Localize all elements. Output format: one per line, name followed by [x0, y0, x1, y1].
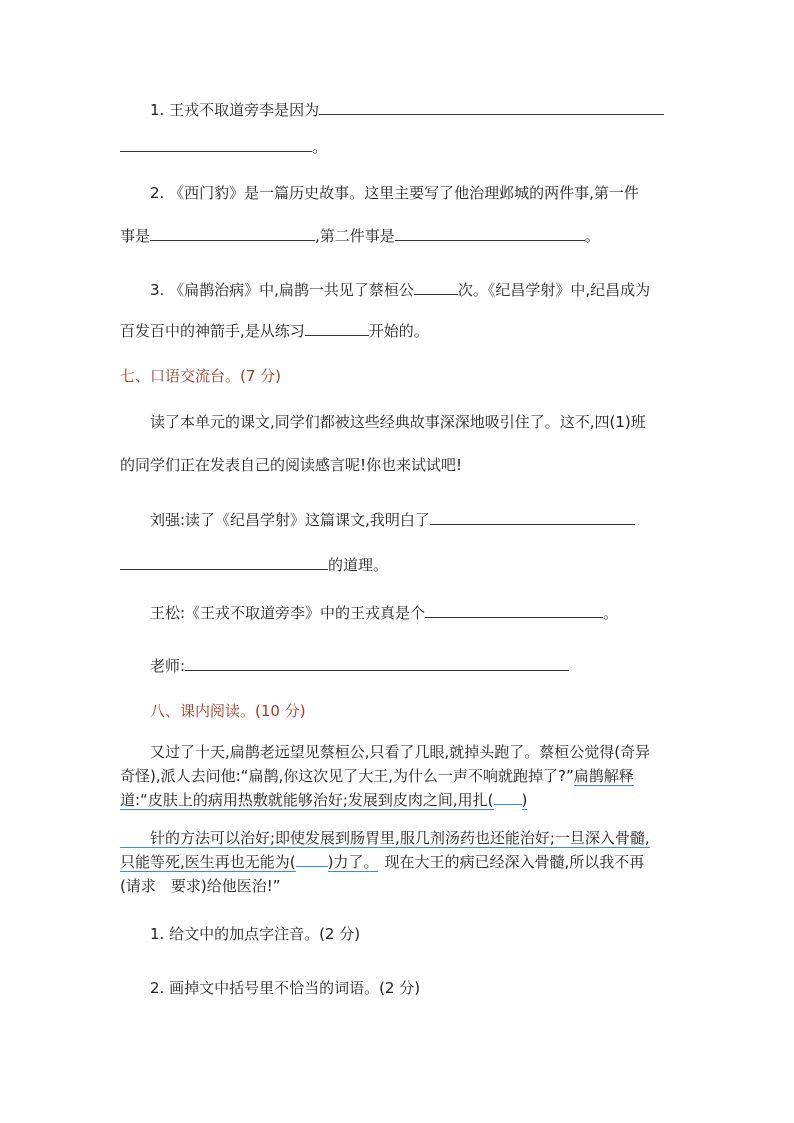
answer-blank[interactable] [414, 280, 458, 295]
section-7-heading: 七、口语交流台。(7 分) [120, 367, 282, 385]
section-8-question-2: 2. 画掉文中括号里不恰当的词语。(2 分) [150, 979, 421, 997]
question-2-mid: ,第二件事是 [315, 227, 395, 245]
section-8-heading: 八、课内阅读。(10 分) [150, 702, 306, 720]
question-2-line1: 2. 《西门豹》是一篇历史故事。这里主要写了他治理邺城的两件事,第一件 [150, 184, 639, 202]
answer-blank[interactable] [430, 510, 635, 525]
answer-blank[interactable] [185, 656, 569, 671]
underlined-text: ) [521, 791, 528, 809]
answer-blank[interactable] [305, 321, 369, 336]
liu-qiang-continued [120, 555, 388, 575]
reading-passage-2 [120, 826, 676, 898]
answer-blank[interactable] [395, 226, 585, 241]
question-2-start: 事是 [120, 227, 151, 245]
question-3-line2 [120, 321, 429, 341]
passage-line: 现在大王的病已经深入骨髓,所以我不再 [384, 853, 645, 871]
question-3-text-b: 次。《纪昌学射》中,纪昌成为 [457, 281, 651, 299]
wang-song-end: 。 [603, 604, 619, 622]
liu-qiang-text: 刘强:读了《纪昌学射》这篇课文,我明白了 [150, 511, 430, 529]
section-8-question-1: 1. 给文中的加点字注音。(2 分) [150, 925, 361, 943]
passage-line: 又过了十天,扁鹊老远望见蔡桓公,只看了几眼,就掉头跑了。蔡桓公觉得(奇异 [150, 743, 651, 761]
question-1-continued [120, 137, 327, 157]
underlined-text: 道:“皮肤上的病用热敷就能够治好;发展到皮肉之间,用扎( [120, 791, 494, 809]
underlined-text: 只能等死,医生再也无能为( [120, 853, 296, 871]
underlined-text: 针的方法可以治好;即使发展到肠胃里,服几剂汤药也还能治好;一旦深入骨髓, [120, 829, 650, 848]
paren-blank[interactable] [296, 866, 328, 867]
question-3-text-c: 百发百中的神箭手,是从练习 [120, 322, 305, 340]
question-1-text: 1. 王戎不取道旁李是因为 [150, 101, 320, 119]
answer-blank[interactable] [150, 226, 315, 241]
wang-song-statement [150, 603, 618, 623]
question-2-end: 。 [584, 227, 600, 245]
wang-song-text: 王松:《王戎不取道旁李》中的王戎真是个 [150, 604, 426, 622]
question-3-line1 [150, 280, 650, 300]
answer-blank[interactable] [319, 100, 664, 115]
underlined-text: 扁鹊解释 [573, 767, 634, 785]
section-7-intro-line2: 的同学们正在发表自己的阅读感言呢!你也来试试吧! [120, 456, 463, 474]
answer-blank[interactable] [425, 603, 603, 618]
paren-blank[interactable] [494, 804, 522, 805]
answer-blank[interactable] [120, 555, 328, 570]
question-3-text-d: 开始的。 [368, 322, 429, 340]
liu-qiang-end: 的道理。 [328, 556, 389, 574]
question-1 [150, 100, 664, 120]
teacher-label: 老师: [150, 657, 186, 675]
answer-blank[interactable] [120, 137, 312, 152]
section-7-intro-line1: 读了本单元的课文,同学们都被这些经典故事深深地吸引住了。这不,四(1)班 [150, 413, 646, 431]
underlined-text: )力了。 [327, 853, 379, 871]
passage-line: (请求 要求)给他医治!” [120, 877, 281, 895]
teacher-statement [150, 656, 569, 676]
liu-qiang-statement [150, 510, 635, 530]
passage-line: 奇怪),派人去问他:“扁鹊,你这次见了大王,为什么一声不响就跑掉了?” [120, 767, 574, 785]
reading-passage-1 [120, 740, 676, 812]
question-1-end: 。 [312, 138, 328, 156]
question-3-text-a: 3. 《扁鹊治病》中,扁鹊一共见了蔡桓公 [150, 281, 414, 299]
question-2-line2 [120, 226, 600, 246]
